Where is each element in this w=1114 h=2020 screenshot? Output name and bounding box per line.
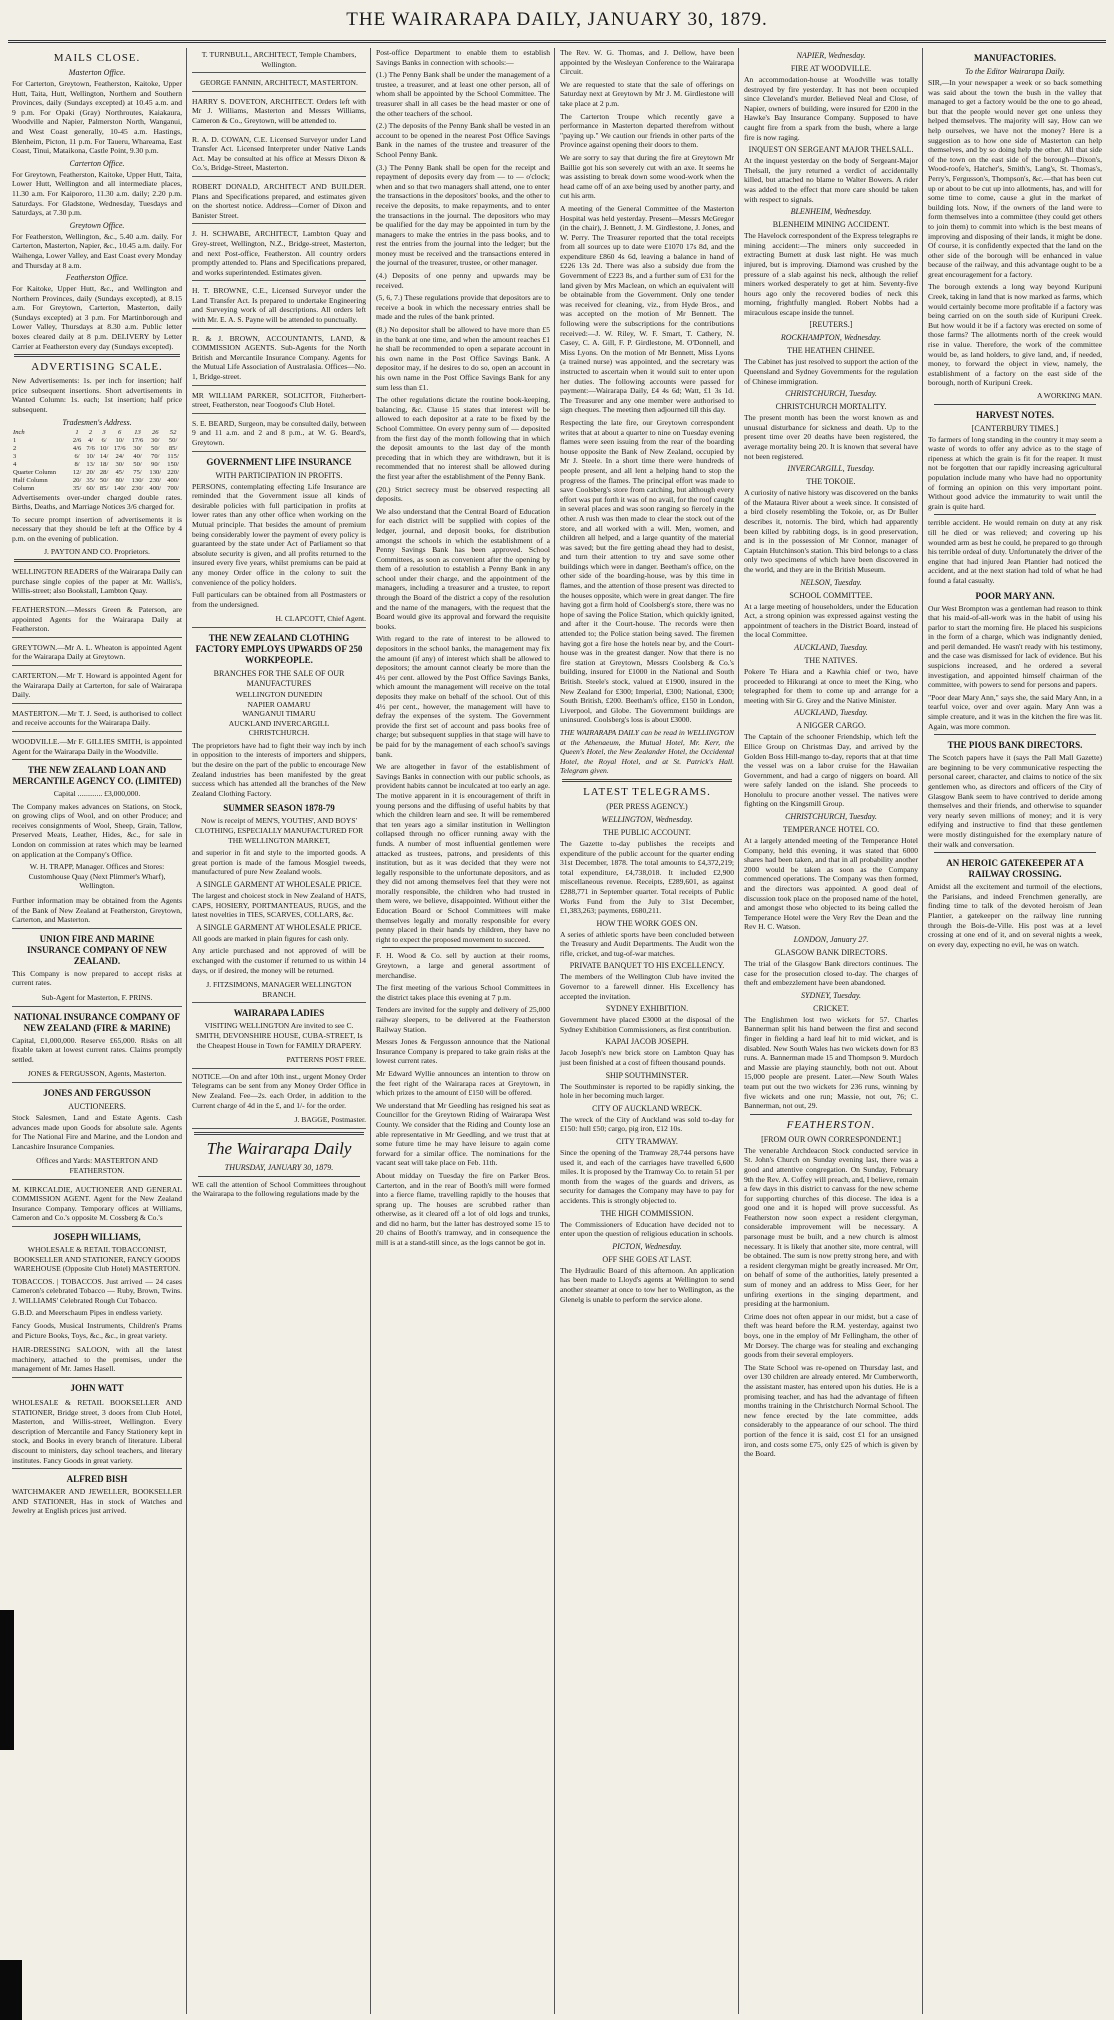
heroic-gatekeeper-text: Amidst all the excitement and turmoil of the elections, the Parisians, and indeed Frenchmen generally, are finding time to talk of the devoted heroism of Jean Plantier, a gatekeeper on the railway line running through the Bois-de-Ville. His post was at a level crossing at one end of it, and on several nights a week, on every day, expecting no evil, he was on watch. (928, 882, 1102, 949)
doveton-ad: HARRY S. DOVETON, ARCHITECT. Orders left with Mr J. Williams, Masterton and Messrs Williams, Cameron & Co., Greytown, will be attended to. (192, 95, 366, 130)
rate-table-cell: 7/6 (86, 444, 95, 452)
featherston-text: Crime does not often appear in our midst, but a case of theft was heard before the R.M. yesterday, against two boys, one in the employ of Mr Fellingham, the other of Mr Dorsey. The charge was for stealing and exchanging goods from their several employers. (744, 1311, 918, 1360)
telegram-heading: GLASGOW BANK DIRECTORS. (774, 948, 888, 957)
rate-table-cell: 8/ (74, 460, 80, 468)
column-2 (188, 48, 370, 2014)
telegram-text: Government have placed £3000 at the disposal of the Sydney Exhibition Commissioners, as first contribution. (560, 1015, 734, 1034)
rate-table-cell: 90/ (151, 460, 160, 468)
rate-table-cell: 40/ (133, 452, 142, 460)
rate-table-cell: 60/ (86, 484, 95, 492)
divider (198, 1176, 360, 1177)
donald-ad: ROBERT DONALD, ARCHITECT AND BUILDER. Plans and Specifications prepared, and estimates given on the shortest notice. Address—Corner of Dixon and Banister Street. (192, 180, 366, 224)
fancy-goods-ad: Fancy Goods, Musical Instruments, Children's Prams and Picture Books, Toys, &c., &c., in great variety. (12, 1321, 182, 1340)
column-divider (370, 48, 371, 2014)
union-insurance-text: This Company is now prepared to accept risks at current rates. (12, 968, 182, 988)
national-insurance-signature: JONES & FERGUSSON, Agents, Masterton. (12, 1067, 182, 1083)
rate-table-cell: 10/ (115, 436, 124, 444)
dateline: CHRISTCHURCH, Tuesday. (785, 389, 877, 399)
news-item: A meeting of the General Committee of the Masterton Hospital was held yesterday. Present—Messrs McGregor (in the chair), J. Bennett, J. M. Girdlestone, J. Jones, and W. Perry. The Treasurer reported that the total receipts from all sources up to date were £1070 17s 8d, and the expenditure £860 4s 6d, leaving a balance in hand of £226 13s 2d. There was also a subsidy due from the Government of £223 8s, and a further sum of £31 for the land given by Mrs Maclean, on which an equivalent will be obtainable from the Government. Only one tender was received for cleaning, viz., from Hyde Bros., and was accepted on the motion of Mr Bennett. The following were the subscriptions for the contributions received:—J. W. Riley, W. F. Smart, T. Cathery, N. Casey, C. A. Gill, F. P. Girdlestone, M. O'Donnell, and Miss Lyons. On the motion of Mr Bennett, Miss Lyons (a trained nurse) was appointed, and the secretary was instructed to ascertain when it would suit to enter upon her duties. The following accounts were passed for payment:—Wairarapa Daily, £4 4s 6d; Watt, £1 3s 1d. The Treasurer and any one member were authorised to sign cheques. The meeting then adjourned till this day. (560, 203, 734, 415)
carterton-mail-times: For Greytown, Featherston, Kaitoke, Upper Hutt, Taita, Lower Hutt, Wellington and all intermediate places, 11.30 a.m. For Kaipororo, 11.30 a.m. daily; 2.20 p.m. Saturdays. For Gladstone, Wednesday, Tuesdays and Saturdays, at 7.30 p.m. (12, 169, 182, 218)
telegram-text: The trial of the Glasgow Bank directors continues. The case for the prosecution closed to-day. The charges of theft and embezzlement have been abandoned. (744, 959, 918, 988)
advertising-scale-text: New Advertisements: 1s. per inch for insertion; half price subsequent insertions. Short advertisements in Wanted Column: 1s. each; 1st insertion; half price subsequent. (12, 376, 182, 415)
national-insurance-heading: NATIONAL INSURANCE COMPANY OF NEW ZEALAND (FIRE & MARINE) (13, 1011, 181, 1033)
page-header (0, 0, 1114, 40)
telegram-heading: THE HIGH COMMISSION. (600, 1208, 694, 1218)
greytown-office-heading: Greytown Office. (69, 220, 125, 230)
rate-table-cell: 26 (151, 428, 159, 436)
rate-table-cell: 12/ (72, 468, 82, 476)
news-item: We are requested to state that the sale of offerings on Saturday next at Greytown by Mr J. M. Girdlestone will take place at 2 p.m. (560, 79, 734, 108)
page-title: THE WAIRARAPA DAILY, JANUARY 30, 1879. (346, 9, 768, 30)
rate-table-cell: 3 (13, 452, 17, 460)
telegram-text: The Englishmen lost two wickets for 57. Charles Bannerman split his hand between the first and second finger in fielding a hard leaf hit to mid wicket, and is disabled. New South Wales has two wickets down for 83 runs. A. Bannerman made 15 and Thompson 9. Murdoch and Massie are playing staunchly, both not out. About 15,000 people are present. Later.—New South Wales team put out the two wickets for 236 runs, winning by five wickets and one run; Massie, not out, 76; C. Bannerman, not out, 29. (744, 1014, 918, 1111)
telegram-heading: SHIP SOUTHMINSTER. (605, 1070, 689, 1080)
divider (194, 1132, 364, 1135)
govt-insurance-signature: H. CLAPCOTT, Chief Agent. (192, 612, 366, 628)
joseph-williams-heading: JOSEPH WILLIAMS, (53, 1231, 141, 1242)
column-divider (554, 48, 555, 2014)
dateline: PICTON, Wednesday. (612, 1241, 682, 1251)
rate-table-cell: 3 (102, 428, 106, 436)
latest-telegrams-sub: (PER PRESS AGENCY.) (606, 801, 688, 811)
agent-notice: MASTERTON.—Mr T. J. Seed, is authorised to collect and receive accounts for the Wairarapa Daily. (12, 707, 182, 732)
telegram-heading: KAPAI JACOB JOSEPH. (605, 1037, 689, 1047)
article-paragraph: We are altogether in favor of the establishment of Savings Banks in connection with our public schools, as provident habits cannot be inculcated at too early an age. The motive apparent in it is encouragement of thrift in young persons and the diffusing of useful habits by that which the children learn and see. It will be remembered that ten years ago a similar institution in Wellington collapsed through no officer running away with the funds. A number of most influential gentlemen were attacked as trustees, patrons, and presidents of this institution, but as it was decided that they were not legally responsible to the unfortunate depositors, and as they did not among themselves feel that they were not morally responsible, the children who had trusted in them were, we believe, disappointed. Without either the Education Board or School Committees will make themselves legally and morally responsible for every penny placed in their hands by children, they have no right to expect the proposed movement to succeed. (376, 762, 550, 944)
single-garment: A SINGLE GARMENT AT WHOLESALE PRICE. (196, 880, 362, 889)
rate-table-cell: 13/ (86, 460, 95, 468)
rate-table-cell: 6 (118, 428, 122, 436)
postmaster-signature: J. BAGGE, Postmaster. (192, 1113, 366, 1129)
govt-insurance-footer: Full particulars can be obtained from all Postmasters or from the undersigned. (192, 590, 366, 609)
patterns-post-free: PATTERNS POST FREE. (192, 1053, 366, 1069)
rate-table-cell: 75/ (133, 468, 142, 476)
dateline: CHRISTCHURCH, Tuesday. (785, 812, 877, 822)
govt-insurance-sub: WITH PARTICIPATION IN PROFITS. (215, 470, 343, 480)
telegram-heading: CRICKET. (813, 1003, 849, 1013)
rate-table-cell: 30/ (115, 460, 124, 468)
letter-signature: A WORKING MAN. (1036, 391, 1102, 400)
telegram-text: The members of the Wellington Club have invited the Governor to a farewell dinner. His Excellency has accepted the invitation. (560, 972, 734, 1001)
nz-loan-capital: Capital ............. £3,000,000. (53, 789, 141, 799)
wairarapa-ladies-heading: WAIRARAPA LADIES (233, 1008, 325, 1019)
rate-table-cell: 35/ (72, 484, 82, 492)
rate-table-cell: 2/6 (72, 436, 82, 444)
dateline: AUCKLAND, Tuesday. (794, 642, 868, 652)
joseph-williams-text: WHOLESALE & RETAIL TOBACCONIST, BOOKSELLER AND STATIONER, FANCY GOODS WAREHOUSE (Opposite Club Hotel) MASTERTON. (13, 1244, 181, 1274)
dateline: NAPIER, Wednesday. (796, 51, 866, 60)
rate-table-cell: 85/ (99, 484, 109, 492)
news-item: About midday on Tuesday the fire on Parker Bros. Carterton, and in the rear of Booth's mill were formed into a fierce flame, travelling rapidly to the houses that sprang up. The houses are scrubbed rather than otherwise, as it cleared off a lot of old logs and trunks, and did no harm, but the latter has destroyed some 15 to 20 chains of Booth's tramway, and in consequence the mill is at a stand-still since, as the logs cannot be got in. (376, 1170, 550, 1248)
cowan-ad: R. A. D. COWAN, C.E. Licensed Surveyor under Land Transfer Act. Licensed Interpreter under Native Lands Act. May be consulted at his office at Messrs Dixon & Co.'s, Bridge-Street, Masterton. (192, 133, 366, 177)
telegram-heading: THE NATIVES. (804, 655, 858, 665)
rate-table-cell: 24/ (115, 452, 124, 460)
news-item: Tenders are invited for the supply and delivery of 25,000 railway sleepers, to be delivered at the Featherston Railway Station. (376, 1005, 550, 1034)
money-order-notice: NOTICE.—On and after 10th inst., urgent Money Order Telegrams can be sent from any Money Order Office in New Zealand. Fee—2s. each Order, in addition to the Current charge of 4d in the £, and 1/- for the order. (192, 1071, 366, 1110)
telegram-heading: THE PUBLIC ACCOUNT. (603, 827, 691, 837)
divider (562, 779, 732, 782)
john-watt-text: WHOLESALE & RETAIL BOOKSELLER AND STATIONER, Bridge street, 3 doors from Club Hotel, Masterton, and Willis-street, Wellington. Every description of Mercantile and Fancy Stationery kept in stock, and Books in every branch of literature. Liberal discount to ministers, day school teachers, and literary institutes. Fancy Goods in great variety. (12, 1396, 182, 1469)
divider (14, 559, 180, 562)
news-item: F. H. Wood & Co. sell by auction at their rooms, Greytown, a large and general assortment of merchandise. (376, 951, 550, 980)
telegram-heading: BLENHEIM MINING ACCIDENT. (772, 220, 890, 230)
rate-table-cell: 700/ (167, 484, 179, 492)
telegram-heading: SCHOOL COMMITTEE. (789, 590, 873, 600)
dateline: INVERCARGILL, Tuesday. (787, 464, 875, 474)
parker-ad: MR WILLIAM PARKER, SOLICITOR, Fitzherbert-street, Featherston, near Toogood's Club Hotel. (192, 389, 366, 414)
letter-text: The borough extends a long way beyond Kuripuni Creek, taking in land that is now marked as farms, which would certainly become more profitable if a factory was being carried on on the south side of Kuripuni Creek. But how would it be if a factory was erected on some of those farms? The allotments north of the creek would rise in value. Therefore, the work of the committee would be, as land holders, to give land, and, if needed, money, to forward the object in view, namely, the establishment of a factory on the east side of the borough, north of Kuripuni Creek. (928, 282, 1102, 388)
govt-insurance-text: PERSONS, contemplating effecting Life Insurance are reminded that the Government issue all kinds of desirable policies with full participation in profits at lower rates than any other office when working on the Mutual principle. That besides the amount of premium being considerably lower the payment of every policy is guaranteed by the state under Act of Parliament so that absolute security is given, and all profits returned to the insured every five years, whilst premiums can be paid at any money Order office in the colony to suit the convenience of the policy holders. (192, 481, 366, 587)
fitzsimons-signature: J. FITZSIMONS, MANAGER WELLINGTON BRANCH. (192, 978, 366, 1003)
dateline: NELSON, Tuesday. (800, 577, 862, 587)
article-paragraph: (2.) The deposits of the Penny Bank shall be vested in an account to be opened in the nearest Post Office Savings Bank in the names of the trustee and treasurer of the School Penny Bank. (376, 121, 550, 159)
fannin-ad: GEORGE FANNIN, ARCHITECT, MASTERTON. (192, 76, 366, 92)
rate-table-row (12, 461, 182, 469)
reuters-label: [REUTERS.] (809, 320, 853, 330)
rate-table-cell: 85/ (168, 444, 178, 452)
latest-telegrams-heading: LATEST TELEGRAMS. (583, 785, 711, 798)
telegram-text: The Gazette to-day publishes the receipts and expenditure of the public account for the quarter ending 31st December, 1878. The total amounts to £4,372,219; total expenditure, £4,738,018. It included £2,900 miscellaneous revenue. Receipts, £289,601, as against £288,771 in September quarter. Total receipts of Public Works Fund from the July to 31st December, £1,383,263; payments, £680,211. (560, 838, 734, 916)
masterton-office-heading: Masterton Office. (68, 68, 126, 77)
divider (934, 514, 1096, 515)
featherston-office-heading: Featherston Office. (65, 273, 129, 283)
agent-notice: WELLINGTON READERS of the Wairarapa Daily can purchase single copies of the paper at Mr. Wallis's, Willis-street; also Bookstall, Lambton Quay. (12, 565, 182, 600)
nz-loan-heading: THE NEW ZEALAND LOAN AND MERCANTILE AGENCY CO. (LIMITED) (12, 765, 182, 787)
article-paragraph: The other regulations dictate the routine book-keeping, balancing, &c. Clause 15 states that interest will be allowed to each depositor at a rate to be fixed by the School Committee. On every penny sum of — deposited from the first day of the month following that in which the deposit amounts to the last day of the month preceding that in which they are withdrawn, but it is recommended that no interest shall be allowed during the first year after the establishment of the Penny Bank. (376, 395, 550, 481)
advertising-scale-heading: ADVERTISING SCALE. (31, 361, 163, 374)
paper-nameplate: The Wairarapa Daily (206, 1138, 352, 1158)
divider (750, 1114, 912, 1115)
telegram-text: The present month has been the worst known as and unusual disturbance for sickness and death. Up to the present time over 20 deaths have been registered, the average mortality being 20. It is known that several have not been registered. (744, 413, 918, 461)
telegram-text: Since the opening of the Tramway 28,744 persons have used it, and each of the carriages have travelled 6,600 miles. It is proposed by the Tramway Co. to retain 51 per month from the wages of the guards and drivers, as security for damages the Company may have to pay for accidents. This is strongly objected to. (560, 1148, 734, 1205)
rate-table-cell: 10/ (99, 444, 109, 452)
poor-mary-ann-heading: POOR MARY ANN. (975, 590, 1055, 601)
rate-table-cell: 35/ (86, 476, 95, 484)
union-insurance-heading: UNION FIRE AND MARINE INSURANCE COMPANY OF NEW ZEALAND. (27, 933, 167, 966)
rate-table-cell: 30/ (133, 444, 142, 452)
rate-table-cell: 50/ (99, 476, 109, 484)
rate-table-cell: 4/ (87, 436, 94, 444)
rate-table-cell: 130/ (149, 468, 162, 476)
rate-table-cell: 50/ (151, 444, 160, 452)
divider (934, 404, 1096, 405)
nz-loan-footer: Further information may be obtained from the Agents of the Bank of New Zealand at Featherston, Greytown, Carterton, and Masterton. (12, 894, 182, 929)
featherston-heading: FEATHERSTON. (786, 1118, 876, 1131)
alfred-bish-heading: ALFRED BISH (66, 1474, 128, 1485)
exchange-policy: Any article purchased and not approved of will be exchanged with the customer if returned to us within 14 days, or if desired, the money will be returned. (192, 946, 366, 975)
agent-notice: FEATHERSTON.—Messrs Green & Paterson, are appointed Agents for the Wairarapa Daily at Featherston. (12, 603, 182, 638)
john-watt-heading: JOHN WATT (70, 1383, 124, 1394)
news-item: The first meeting of the various School Committees in the district takes place this evening at 7 p.m. (376, 983, 550, 1002)
agent-notice: GREYTOWN.—Mr A. L. Wheaton is appointed Agent for the Wairarapa Daily at Greytown. (12, 641, 182, 666)
manufactories-heading: MANUFACTORIES. (974, 53, 1056, 63)
telegram-heading: A NIGGER CARGO. (796, 721, 866, 731)
article-paragraph: (8.) No depositor shall be allowed to have more than £5 in the bank at one time, and when the amount reaches £1 he shall be recommended to open a separate account in his own name in the Post Office Savings Bank. A depositor may, if he desires to do so, open an account in his own name in the Post Office Savings Bank for any sum less than £1. (376, 325, 550, 392)
featherston-text: The venerable Archdeacon Stock conducted service in St. John's Church on Sunday evening last, there was a good and attentive congregation. On Sunday, February 9th the Rev. A. Coffey will preach, and, I believe, remain a few days in this district to canvass for the new scheme for supporting churches of this diocese. The idea is a good one and it is hoped will prove successful. As Featherston now soon expect a resident clergyman, considerable improvement will be necessary. A parsonage must be built, and a new church is almost necessary. It is likely that another site, more central, will be obtained. The sum is now pretty strong here, and with a resident clergyman might be greatly increased. Mr Orr, on behalf of some of the authorities, lately presented a sum of money and an address to Miss Geer, for her unfiring exertions in the singing department, and presiding at the harmonium. (744, 1145, 918, 1309)
featherston-sub: [FROM OUR OWN CORRESPONDENT.] (761, 1134, 901, 1144)
article-paragraph: We also understand that the Central Board of Education for each district will be supplied with copies of the ledger, journal, and deposit books, for distribution amongst the schools in which the establishment of a Penny Savings Bank has been approved. School Committees, as soon as convenient after the opening by them of a resolution to establish a Penny Bank in any school under their charge, and the appointment of the managers, including a treasurer and a trustee, to report through the Board of the district a copy of the resolution and the name of the managers, with the request that the Board would give its approval and forward the requisite books. (376, 506, 550, 631)
rate-table-cell: 45/ (115, 468, 124, 476)
greytown-mail-times: For Featherston, Wellington, &c., 5.40 a.m. daily. For Carterton, Masterton, Napier, &c., 10.45 a.m. daily. For Waihenga, Lower Valley, and East Coast every Monday and Thursday at 8 a.m. (12, 231, 182, 270)
mails-heading: MAILS CLOSE. (53, 52, 141, 64)
advertising-rate-table (12, 429, 182, 493)
rate-table-cell: 400/ (149, 484, 162, 492)
divider (382, 947, 544, 948)
rate-table-row (12, 453, 182, 461)
reading-rooms-notice: THE WAIRARAPA DAILY can be read in WELLINGTON at the Athenaeum, the Mutual Hotel, Mr. Kerr, the Queen's Hotel, the New Zealander Hotel, the Occidental Hotel, the Royal Hotel, and at St. Patrick's Hall. Telegram given. (560, 727, 734, 776)
telegram-heading: THE HEATHEN CHINEE. (787, 346, 875, 356)
rate-table-row (12, 429, 182, 437)
telegram-heading: CITY TRAMWAY. (616, 1137, 678, 1146)
telegram-heading: SYDNEY EXHIBITION. (605, 1004, 689, 1014)
rate-table-cell: 50/ (133, 460, 142, 468)
harvest-notes-heading: HARVEST NOTES. (975, 409, 1055, 420)
union-insurance-signature: Sub-Agent for Masterton, F. PRINS. (12, 991, 182, 1007)
summer-season-text-2: and superior in fit and style to the imported goods. A great portion is made of the famous Mosgiel tweeds, manufactured of pure New Zealand wools. (192, 848, 366, 877)
telegram-heading: CHRISTCHURCH MORTALITY. (775, 402, 887, 412)
rate-table-cell: 1 (13, 436, 17, 444)
dateline: BLENHEIM, Wednesday. (790, 207, 872, 217)
divider (934, 852, 1096, 853)
pious-bank-directors-text: The Scotch papers have it (says the Pall Mall Gazette) are beginning to be very communicative respecting the personal career, character, and claims to notice of the six gentlemen who, as directors and officers of the City of Glasgow Bank seem to have contrived to deride among themselves and their friends, and otherwise to squander very nearly seven millions of money; and it is very edifying and instructive to find that these gentlemen were mostly distinguished for the exemplary nature of their walk and conversation. (928, 753, 1102, 849)
branches-heading: BRANCHES FOR THE SALE OF OUR MANUFACTURES (213, 668, 345, 688)
article-paragraph: (5, 6, 7.) These regulations provide that depositors are to receive a book in which the necessary entries shall be made and the rules of the bank printed. (376, 293, 550, 322)
header-rule (8, 40, 1106, 43)
telegram-text: The Cabinet has just resolved to support the action of the Queensland and Sydney Governments for the regulation of Chinese immigration. (744, 357, 918, 386)
telegram-heading: TEMPERANCE HOTEL CO. (782, 825, 880, 835)
telegram-text: The Hydraulic Board of this afternoon. An application has been made to Lloyd's agents at Wellington to send another steamer at once to tow her to Wellington, as the Glenelg is unable to perform the service alone. (560, 1265, 734, 1304)
rate-table-cell: Column (13, 484, 35, 492)
rate-table-row (12, 445, 182, 453)
rate-table-cell: Half Column (13, 476, 48, 484)
rate-table-cell: 150/ (167, 460, 179, 468)
article-paragraph: (4.) Deposits of one penny and upwards may be received. (376, 271, 550, 290)
branch-row: AUCKLAND INVERCARGILL (228, 718, 330, 728)
rate-table-cell: 400/ (167, 476, 179, 484)
column-4 (556, 48, 738, 2014)
rate-table-cell: 28/ (99, 468, 109, 476)
rate-table-cell: 20/ (72, 476, 82, 484)
rate-table-cell: 230/ (149, 476, 162, 484)
beard-ad: S. E. BEARD, Surgeon, may be consulted daily, between 9 and 11 a.m. and 2 and 8 p.m., at W. G. Beard's, Greytown. (192, 417, 366, 452)
dateline: ROCKHAMPTON, Wednesday. (780, 333, 882, 343)
brown-accountants-ad: R. & J. BROWN, ACCOUNTANTS, LAND, & COMMISSION AGENTS. Sub-Agents for the North British and Mercantile Insurance Company. Agents for the Mutual Life Association of Australasia. Offices—No. 1, Bridge-street. (192, 332, 366, 386)
gatekeeper-continued: terrible accident. He would remain on duty at any risk till he died or was relieved; and covering up his wounded arm as best he could, he prepared to go through his terrible ordeal of duty. Unfortunately the driver of the engine that had injured Jean Plantier had noticed the accident, and at the next station had told of what he had found a fatal casualty. (928, 518, 1102, 585)
telegram-heading: CITY OF AUCKLAND WRECK. (592, 1103, 702, 1113)
summer-season-heading: SUMMER SEASON 1878-79 (223, 803, 335, 814)
column-divider (186, 48, 187, 2014)
rate-table-cell: 13 (134, 428, 141, 436)
telegram-text: An accommodation-house at Woodville was totally destroyed by fire yesterday. It has not been occupied since Cleveland's murder. Believed Neal and Close, of Napier, owners of building, were insured for £200 in the Hawke's Bay Insurance Company. Supposed to have caught fire from a spark from the bush, where a large fire is now raging. (744, 75, 918, 142)
telegram-heading: HOW THE WORK GOES ON. (596, 918, 698, 928)
jones-fergusson-text: Stock Salesmen, Land and Estate Agents. Cash advances made upon Goods for absolute sale. Agents for The National Fire and Marine, and the London and Lancashire Insurance Companies. (12, 1112, 182, 1151)
news-item: We understand that Mr Geedling has resigned his seat as Councillor for the Greytown Riding of Wairarapa West County. We consider that the Riding and County lose an able representative in Mr Geedling, and we trust that at some future time he may have leisure to again come forward for a similar office. The nominations for the vacant seat will take place on Feb. 11th. (376, 1100, 550, 1168)
telegram-text: A series of athletic sports have been concluded between the Treasury and Audit Departments. The Audit won the rifle, cricket, and tug-of-war matches. (560, 929, 734, 958)
paper-dateline: THURSDAY, JANUARY 30, 1879. (224, 1162, 334, 1172)
largest-stock: The largest and choicest stock in New Zealand of HATS, CAPS, HOSIERY, PORTMANTEAUS, RUGS, and the latest novelties in TIES, SCARVES, COLLARS, &c. (192, 891, 366, 920)
telegram-text: At a largely attended meeting of the Temperance Hotel Company, held this evening, it was stated that 6000 shares had been taken, and that in all probability another 2000 would be taken as soon as the Company commenced operations. The Company was then formed, and the directors was appointed. A good deal of discussion took place on the proposed name of the hotel, and amongst those who objected to its being called the Temperance Hotel were the Very Rev the Dean and the Rev H. C. Watson. (744, 836, 918, 932)
rate-table-cell: 230/ (131, 484, 144, 492)
rate-table-cell: 115/ (167, 452, 179, 460)
govt-insurance-heading: GOVERNMENT LIFE INSURANCE (206, 456, 352, 467)
article-paragraph: (20.) Strict secrecy must be observed respecting all deposits. (376, 484, 550, 504)
branch-row: NAPIER OAMARU (247, 699, 311, 709)
rate-table-cell: 18/ (99, 460, 109, 468)
kirkcaldie-ad: M. KIRKCALDIE, AUCTIONEER AND GENERAL COMMISSION AGENT. Agent for the New Zealand Insurance Company. Temporary offices at Williams, Cameron and Co.'s opposite M. Cossberg & Co.'s (12, 1183, 182, 1227)
telegram-heading: PRIVATE BANQUET TO HIS EXCELLENCY. (569, 961, 725, 971)
rate-table-row (12, 485, 182, 493)
rate-table-cell: 17/6 (131, 436, 144, 444)
nz-loan-signature: W. H. TRAPP, Manager. Offices and Stores: Customhouse Quay (Next Plimmer's Wharf), Wellington. (28, 862, 166, 891)
editorial-intro: WE call the attention of School Committees throughout the Wairarapa to the following regulations made by the (192, 1179, 366, 1199)
browne-ad: H. T. BROWNE, C.E., Licensed Surveyor under the Land Transfer Act. Is prepared to undertake Engineering and Surveying work of all descriptions. All orders left with Mr. E. A. S. Payne will be attended to punctually. (192, 284, 366, 328)
national-insurance-text: Capital, £1,000,000. Reserve £65,000. Risks on all fixable taken at lowest current rates. Claims promptly settled. (12, 1035, 182, 1064)
rate-table-cell: 17/6 (113, 444, 126, 452)
dateline: SYDNEY, Tuesday. (801, 990, 861, 1000)
news-item: The Rev. W. G. Thomas, and J. Dellow, have been appointed by the Wesleyan Conference to the Wairarapa Circuit. (560, 48, 734, 77)
telegram-text: Jacob Joseph's new brick store on Lambton Quay has just been finished at a cost of fifteen thousand pounds. (560, 1048, 734, 1068)
telegram-text: At the inquest yesterday on the body of Sergeant-Major Thelsall, the jury returned a verdict of accidentally killed, but attached no blame to Walter Bowers. A rider was added to the effect that more care should be taken with respect to signals. (744, 156, 918, 204)
article-paragraph: Post-office Department to enable them to establish Savings Banks in connection with schools:— (376, 48, 550, 67)
carterton-office-heading: Carterton Office. (69, 158, 125, 168)
rate-table-cell: 130/ (131, 476, 144, 484)
single-garment-2: A SINGLE GARMENT AT WHOLESALE PRICE. (196, 922, 362, 932)
branch-list (192, 690, 366, 738)
rate-table-cell: Quarter Column (13, 468, 57, 476)
wairarapa-ladies-text: VISITING WELLINGTON Are invited to see C. SMITH, DEVONSHIRE HOUSE, CUBA-STREET, Is the Cheapest House in Town for FAMILY DRAPERY. (195, 1021, 363, 1050)
divider (934, 734, 1096, 735)
article-paragraph: (1.) The Penny Bank shall be under the management of a trustee, a treasurer, and at least one other person, all of whom shall be appointed by the School Committee. The treasurer shall in all cases be the head master or one of the other teachers of the school. (376, 70, 550, 118)
telegram-heading: FIRE AT WOODVILLE. (790, 64, 872, 73)
branch-row: WANGANUI TIMARU (242, 709, 316, 719)
poor-mary-ann-text: Our West Brompton was a gentleman had reason to think that his maid-of-all-work was in the habit of using his parlor to start the morning fire. He placed his suspicions in the form of a charge, which was indignantly denied, and peril demanded. He wasn't ready with his testimony, and the case was dismissed for lack of evidence. But his suspicions increased, and he ordered a several investigation, and appointed himself chairman of the committee, with powers to send for persons and papers. (928, 603, 1102, 690)
rate-table-cell: 6/ (101, 436, 107, 444)
rate-table-cell: Inch (13, 428, 25, 436)
column-6 (924, 48, 1106, 2014)
telegram-heading: INQUEST ON SERGEANT MAJOR THELSALL. (748, 145, 914, 155)
manufactories-sub: To the Editor Wairarapa Daily. (965, 67, 1065, 76)
harvest-notes-sub: [CANTERBURY TIMES.] (971, 423, 1059, 433)
agent-notice: WOODVILLE.—Mr F. GILLIES SMITH, is appointed Agent for the Wairarapa Daily in the Woodville. (12, 735, 182, 760)
nz-clothing-text: The proprietors have had to fight their way inch by inch in opposition to the interests of importers and shippers, but the desire on the part of the public to encourage New Zealand industries has been manifested by the great success which has attended all the branches of the New Zealand Clothing Factory. (192, 740, 366, 798)
rate-table-cell: 2 (13, 444, 17, 452)
rate-table-row (12, 477, 182, 485)
telegram-text: The Havelock correspondent of the Express telegraphs re mining accident:—The miners only succeeded in extracting Bumett at dusk last night. He was much injured, but is improving. Diamond was crushed by the pressure of a slab against his neck, although the relief miners worked desperately to get at him. Seventy-five hours ago only the recovered bodies of neck this morning, frightfully mangled. Robert Nobbs had a miraculous escape inside the tunnel. (744, 231, 918, 317)
branch-row: WELLINGTON DUNEDIN (235, 689, 323, 699)
telegram-text: The Commissioners of Education have decided not to enter upon the question of religious education in schools. (560, 1219, 734, 1239)
summer-season-text: Now is receipt of MEN'S, YOUTHS', AND BOYS' CLOTHING, ESPECIALLY MANUFACTURED FOR THE WELLINGTON MARKET, (194, 816, 364, 845)
telegram-text: The wreck of the City of Auckland was sold to-day for £150: hull £50; cargo, pig iron, £12 10s. (560, 1114, 734, 1134)
jones-fergusson-heading: JONES AND FERGUSSON (43, 1087, 151, 1098)
rate-table-cell: 20/ (86, 468, 95, 476)
tobaccos-ad: TOBACCOS. | TOBACCOS. Just arrived — 24 cases Cameron's celebrated Tobacco — Ruby, Brown, Twins. J. WILLIAMS' Celebrated Rough Cut Tobacco. (12, 1276, 182, 1305)
rate-table-cell: 30/ (151, 436, 160, 444)
news-item: The Carterton Troupe which recently gave a performance in Masterton departed therefrom without "paying up." We caution our friends in other parts of the Province against opening their doors to them. (560, 111, 734, 150)
article-paragraph: (3.) The Penny Bank shall be open for the receipt and repayment of deposits every day from — to — o'clock; when and so that two managers shall attend, one to enter the transactions in the depositors' books, and the other to receive the deposits, to make repayments, and to enter the transactions in the journal. The depositors who may be qualified for the day may be appointed in turn by the managers to make the entries in the pass books, and to rest the entries from the journal into the ledger; but the money must be received and the transactions entered in the journal of the treasurer, trustee, or other manager. (376, 162, 550, 268)
column-1 (8, 48, 186, 2014)
column-3 (372, 48, 554, 2014)
hair-dressing-ad: HAIR-DRESSING SALOON, with all the latest machinery, attached to the premises, under the management of Mr. James Hasell. (12, 1343, 182, 1378)
rate-table-cell: 6/ (74, 452, 80, 460)
rate-table-row (12, 469, 182, 477)
rate-table-cell: 4/6 (72, 444, 82, 452)
telegram-heading: OFF SHE GOES AT LAST. (602, 1254, 692, 1264)
pious-bank-directors-heading: THE PIOUS BANK DIRECTORS. (947, 740, 1083, 751)
turnbull-ad: T. TURNBULL, ARCHITECT, Temple Chambers, Wellington. (192, 48, 366, 73)
rate-table-cell: 4 (13, 460, 17, 468)
torn-page-edge (0, 1610, 14, 1750)
marked-plain: All goods are marked in plain figures for cash only. (192, 933, 349, 943)
column-divider (922, 48, 923, 2014)
column-divider (738, 48, 739, 2014)
nz-loan-text: The Company makes advances on Stations, on Stock, on growing clips of Wool, and on other Produce; and receives consignments of Wool, Sheep, Grain, Tallow, Preserved Meats, Leather, Hides, &c., for sale in London on commission at rates which may be learned on application at the Company's Office. (12, 801, 182, 859)
featherston-text: The State School was re-opened on Thursday last, and over 130 children are already entered. Mr Cumberworth, the assistant master, has entered upon his duties. He is a promising teacher, and has had the advantage of fifteen months training in the Christchurch Normal School. The new fence erected by the late committee, adds considerably to the appearance of our school. The third portion of the fence it is said, cost £1 for an unsigned iron, and costs some £75, only £25 of which is given by the Board. (744, 1362, 918, 1459)
rate-table-cell: 52 (169, 428, 177, 436)
telegram-heading: THE TOKOIE. (806, 477, 856, 487)
rate-table-cell: 70/ (151, 452, 160, 460)
jones-fergusson-sub: AUCTIONEERS. (68, 1101, 126, 1111)
telegram-text: The Southminster is reported to be rapidly sinking, the hole in her becoming much larger. (560, 1081, 734, 1101)
news-item: We are sorry to say that during the fire at Greytown Mr Baillie got his son severely cut with an axe. It seems he was assisting to break down some wood-work when the head came off of an axe being used by another party, and cut his arm. (560, 152, 734, 201)
rate-table-cell: 1 (75, 428, 79, 436)
rate-table-cell: 80/ (115, 476, 124, 484)
masterton-mail-times: For Carterton, Greytown, Featherston, Kaitoke, Upper Hutt, Taita, Hutt, Wellington, Northern and Southern Provinces, daily (Sundays excepted) at 10.45 a.m. and 9 p.m. For Opaki (Gray) Northroutes, Kaiakaura, Woodville and Napier, Palmerston North, Wanganui, and West Coast generally, 10-45 a.m. Hastings, Blenheim, Picton, 11 p.m. For Taueru, Whareama, East Coast, Tinui, Mataikona, Castle Point, 9.30 p.m. (12, 79, 182, 156)
telegram-text: At a large meeting of householders, under the Education Act, a strong opinion was expressed against vesting the appointment of teachers in the District Board, instead of the local Committee. (744, 601, 918, 640)
proprietor-line: J. PAYTON AND CO. Proprietors. (44, 546, 150, 556)
agent-notice: CARTERTON.—Mr T. Howard is appointed Agent for the Wairarapa Daily at Carterton, for sale of Wairarapa Daily. (12, 669, 182, 704)
heroic-gatekeeper-heading: AN HEROIC GATEKEEPER AT A RAILWAY CROSSING. (946, 858, 1084, 880)
rate-table-cell: 2 (88, 428, 93, 436)
news-item: Mr Edward Wyllie announces an intention to throw on the feet right of the Wairarapa races at Greytown, in which prizes to the amount of £150 will be offered. (376, 1068, 550, 1098)
dateline: LONDON, January 27. (793, 935, 869, 944)
nz-clothing-heading: THE NEW ZEALAND CLOTHING FACTORY EMPLOYS UPWARDS OF 250 WORKPEOPLE. (195, 632, 363, 665)
dateline: AUCKLAND, Tuesday. (794, 708, 868, 718)
letter-text: SIR,—In your newspaper a week or so back something was said about the town the bush in the valley that managed to get a factory would be the one to go ahead, but that the people would never get one unless they helped themselves. The majority will say, How can we help ourselves, we have not the money? Here is a suggestion as to how one side of Masterton can help themselves, and by so doing help the other. All that side of the town on the east side of the borough—Dixon's, Wood-roofe's, Hatcher's, Smith's, Lang's, St. Thomas's, Perry's, Fergusson's, Thompson's, &c.—that has been cut up or about to be cut up into allotments, has, and will for some time to come, cause a glut in the market of building lots. Now, if the owners of the land were to form themselves into a committee (they could get others to join them) to commit into which is the best means of improving and disposing of their lands, it might be done. Of course, it is confidently expected that the land on the other side of the borough will be enhanced in value because of the railway, and this advantage ought to be a great encouragement for a factory. (928, 78, 1102, 279)
alfred-bish-text: WATCHMAKER AND JEWELLER, BOOKSELLER AND STATIONER, Has in stock of Watches and Jewelry at English prices just arrived. (12, 1487, 182, 1516)
branch-row: CHRISTCHURCH. (248, 728, 310, 738)
featherston-mail-times: For Kaitoke, Upper Hutt, &c., and Wellington and Northern Provinces, daily (Sundays excepted), at 8.15 a.m. For Greytown, Carterton, Masterton, daily (Sundays excepted) at 3 p.m. For Martinborough and Lower Valley, Thursdays at 8.30 a.m. Public letter boxes cleared daily at 8 p.m. DELIVERY by Letter Carrier at Featherston every day (Sundays excepted). (12, 284, 182, 351)
tradesmen-heading: Tradesmen's Address. (62, 417, 132, 427)
news-item: Respecting the late fire, our Greytown correspondent writes that at about a quarter to nine on Tuesday evening flames were seen issuing from the rear of the boarding house opposite the Bank of New Zealand, occupied by Mr J. Steele. In a short time there were hundreds of people present, and all lent a helping hand to stop the progress of the flames. The principal effort was made to save Coolsberg's store from catching, but although every effort was put forth it was of no avail, for the roof caught in several places and was soon ranging so fiercely in the other. A rush was then made to clear the stock out of the store, and all worked with a will. Men, women, and children all helped, and a large quantity of the material was saved; but the fire getting ahead they had to desist, and turn their attention to try and save some other buildings which were in danger. Beetham's office, on the other side of the boarding-house, was by this time in flames, and the attention of those present was directed to the houses opposite, which were in great danger. The fire having got a firm hold of Coolsberg's store, there was no hope of saving the Police Station, which quickly ignited, and after it the Court-house. The records were then attended to; the Police station being saved. The firemen having got a fire hose the hotels near by, and the Court-house was in the greatest danger. Now that there is no fire station at Greytown, Messrs Coolsberg & Co.'s building, insured for £1000 in the National and South British. Steele's stock, valued at £1900, insured in the New Zealand for £300; Imperial, £300; National, £300; South British, £200. Beetham's office, £150 in London, Liverpool, and Globe. The Government buildings are uninsured. Coolsberg's loss is about £3000. (560, 417, 734, 725)
pipes-ad: G.B.D. and Meerschaum Pipes in endless variety. (12, 1308, 163, 1318)
rate-table-cell: 10/ (86, 452, 95, 460)
rate-table-cell: 14/ (99, 452, 109, 460)
news-item: Messrs Jones & Fergusson announce that the National Insurance Company is prepared to take grain risks at the lowest current rates. (376, 1037, 550, 1066)
dateline: WELLINGTON, Wednesday. (601, 814, 693, 824)
telegram-text: The Captain of the schooner Friendship, which left the Ellice Group on Christmas Day, and arrived by the Golden Boss Hill-mango to-day, reports that at that time the vessel was on a labor cruise for the Hawaiian Government, and had a cargo of niggers on board. All were safely landed on the island. She proceeds to Honolulu to procure another vessel. The natives were fighting on the Kingsmill Group. (744, 732, 918, 809)
rate-table-cell: 220/ (167, 468, 179, 476)
rate-table-row (12, 437, 182, 445)
divider (14, 354, 180, 357)
rate-table-cell: 140/ (113, 484, 126, 492)
column-5 (740, 48, 922, 2014)
jones-fergusson-signature: Offices and Yards: MASTERTON AND FEATHERSTON. (12, 1154, 182, 1179)
rate-table-cell: 50/ (168, 436, 178, 444)
advertising-footer: Advertisements over-under charged double rates. Births, Deaths, and Marriage Notices 3/6 charged for. (12, 492, 182, 512)
telegram-text: A curiosity of native history was discovered on the banks of the Mataura River about a week since. It consisted of a bird closely resembling the Tokoie, or, as Dr Buller describes it, notornis. The bird, which had apparently been killed by rabbiting dogs, is in good preservation, and is in the possession of Mr Connor, manager of Captain Hutchinson's station. This bird belongs to a class only two specimens of which have been discovered in the world, and they are in the British Museum. (744, 488, 918, 574)
article-paragraph: With regard to the rate of interest to be allowed to depositors in the school banks, the management may fix the amount (if any) of interest which shall be allowed to depositors; the amount cannot clearly be more than the 4½ per cent. allowed by the Post Office Savings Banks, which amount the management will receive on the total deposits they make on behalf of the school. Out of this 4½ per cent., however, the management will have to defray the expenses of the system. The Government provide the first set of account and pass books free of charge; but subsequent supplies in that stage will have to be paid for by the management of each school's savings bank. (376, 634, 550, 759)
schwabe-ad: J. H. SCHWABE, ARCHITECT, Lambton Quay and Grey-street, Wellington, N.Z., Bridge-street, Masterton, and next Post-office, Featherston. All country orders promptly attended to. Plans and Specifications prepared, and works superintended. Estimates given. (192, 227, 366, 281)
harvest-notes-text: To farmers of long standing in the country it may seem a waste of words to offer any advice as to the stage of ripeness at which the grain is fit for the reaper. It must not be forgotten that our rapidly increasing agricultural population include many who have had no opportunity of forming an opinion on this very important point. Without good advice the immaturity to wait until the grain is quite hard. (928, 434, 1102, 511)
promptness-notice: To secure prompt insertion of advertisements it is necessary that they should be left at the Office by 4 p.m. on the evening of publication. (12, 514, 182, 543)
torn-page-edge (0, 1960, 22, 2020)
poor-mary-ann-text: "Poor dear Mary Ann," says she, the said Mary Ann, in a tearful voice, over and over again. Mary Ann was a simple creature, and it was in the kitchen the fire was lit. Again, was more common. (928, 692, 1102, 731)
telegram-text: Pokere Te Hiara and a Kawhia chief or two, have proceeded to Hikurangi at once to meet the King, who telegraphed for them to come up and arrange for a meeting with Sir G. Grey and the Native Minister. (744, 666, 918, 705)
